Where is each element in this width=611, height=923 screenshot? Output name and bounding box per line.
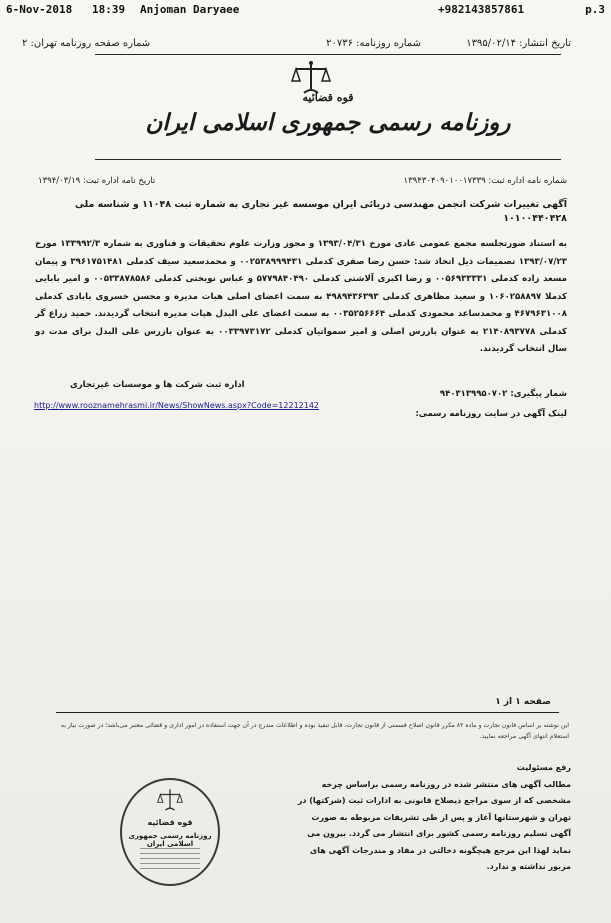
page-number: صفحه ۱ از ۱ — [495, 697, 551, 707]
tracking-number: شمار پیگیری: ۹۴۰۳۱۳۹۹۵۰۷۰۲ — [439, 389, 567, 399]
stamp-fine-lines — [140, 848, 200, 870]
letter-number: شماره نامه اداره ثبت: ۱۳۹۴۳۰۴۰۹۰۱۰۰۱۷۳۳۹ — [403, 176, 567, 186]
notice-body: به استناد صورتجلسه مجمع عمومی عادی مورخ ۱۳۹۳/۰۴/۳۱ و مجوز وزارت علوم تحقیقات و فناوری به شماره ۱۳۳۹۹۲/۳ مورخ ۱۳۹۳/۰۷/۲۳ تصمیمات ذیل اتخاذ شد: حسن رضا صفری کدملی ۰۰۲۵۳۸۹۹۹۴۳۱ و محمدسعید سیف کدملی ۳۹۶۱۷۵۱۴۸۱ و پیمان مسعد زاده کدملی ۰۰۵۶۹۳۳۳۳۱ و رضا اکبری آلاشتی کدملی ۵۷۷۹۸۴۰۴۹۰ و عباس نوبختی کدملی ۰۰۵۳۳۸۷۸۵۸۶ و امیر بابایی کدملا ۱۰۶۰۲۵۸۸۹۷ و سعید مظاهری کدملی ۴۹۸۹۴۳۶۳۹۳ به سمت اعضای اصلی هیات مدیره و محسن خسروی بابادی کدملی ۴۶۷۹۶۳۱۰۰۸ و محمدساعد محمودی کدملی ۰۰۳۵۲۵۶۶۶۴ به سمت اعضای علی البدل هیات مدیره انتخاب گردیدند. حمید زراع گر کدملی ۲۱۴۰۸۹۳۷۷۸ به عنوان بازرس اصلی و امیر سمواتیان کدملی ۰۰۳۳۹۷۳۱۷۲ به عنوان بازرس علی البدل برای مدت دو سال انتخاب گردیدند. — [35, 239, 567, 354]
registry-letter-meta — [38, 176, 567, 190]
masthead-title: روزنامه رسمی جمهوری اسلامی ایران — [145, 109, 511, 136]
letter-date: تاریخ نامه اداره ثبت: ۱۳۹۴/۰۳/۱۹ — [38, 176, 156, 186]
liability-disclaimer — [291, 760, 571, 876]
publish-date: تاریخ انتشار: ۱۳۹۵/۰۲/۱۴ — [466, 38, 571, 49]
fax-sender: Anjoman Daryaee — [140, 3, 240, 16]
liability-text: مطالب آگهی های منتشر شده در روزنامه رسمی براساس چرخه مشخصی که از سوی مراجع ذیصلاح قانونی به ادارات ثبت (شرکتها) در تهران و شهرستانها آغاز و پس از طی تشریفات مربوطه به صورت آگهی تسلیم روزنامه رسمی کشور برای انتشار می گردد. بیرون می نماید لهذا این مرجع هیچگونه دخالتی در مفاد و مندرجات آگهی های مزبور نداشته و ندارد. — [297, 779, 571, 871]
stamp-line-1: قوه قضائیه — [147, 818, 193, 827]
notice-link[interactable]: http://www.rooznamehrasmi.ir/News/ShowNews.aspx?Code=12212142 — [34, 401, 320, 410]
tracking-block — [347, 384, 567, 424]
notice-title: آگهی تغییرات شرکت انجمن مهندسی دریائی ایران موسسه غیر تجاری به شماره ثبت ۱۱۰۴۸ و شناسه ملی ۱۰۱۰۰۴۴۰۴۲۸ — [74, 199, 567, 224]
stamp-emblem-icon — [156, 788, 184, 814]
fax-phone: +982143857861 — [438, 3, 525, 16]
gazette-masthead — [95, 54, 561, 160]
fax-header — [6, 3, 605, 17]
gazette-number: شماره روزنامه: ۲۰۷۳۶ — [326, 38, 421, 49]
fine-print: این نوشته بر اساس قانون تجارت و ماده ۸۲ مکرر قانون اصلاح قسمتی از قانون تجارت، قابل تنفیذ بوده و اطلاعات مندرج در آن جهت استفاده در امور اداری و قضائی معتبر می‌باشد؛ در صورت نیاز به استعلام انتهای آگهی مراجعه نمایید. — [60, 722, 569, 740]
registry-office: اداره ثبت شرکت ها و موسسات غیرتجاری — [70, 380, 245, 390]
footer-divider — [56, 712, 559, 713]
fax-date: 6-Nov-2018 — [6, 3, 73, 16]
liability-heading: رفع مسئولیت — [516, 763, 571, 772]
tehran-page-number: شماره صفحه روزنامه تهران: ۲ — [22, 38, 151, 49]
fax-time: 18:39 — [92, 3, 126, 16]
stamp-line-2: روزنامه رسمی جمهوری اسلامی ایران — [128, 832, 212, 848]
official-stamp — [120, 778, 220, 886]
masthead-judiciary: قوه قضائیه — [302, 91, 354, 104]
fax-page: p.3 — [585, 3, 605, 16]
link-label: لینک آگهی در سایت روزنامه رسمی: — [415, 409, 567, 419]
gazette-header-line — [22, 38, 571, 54]
